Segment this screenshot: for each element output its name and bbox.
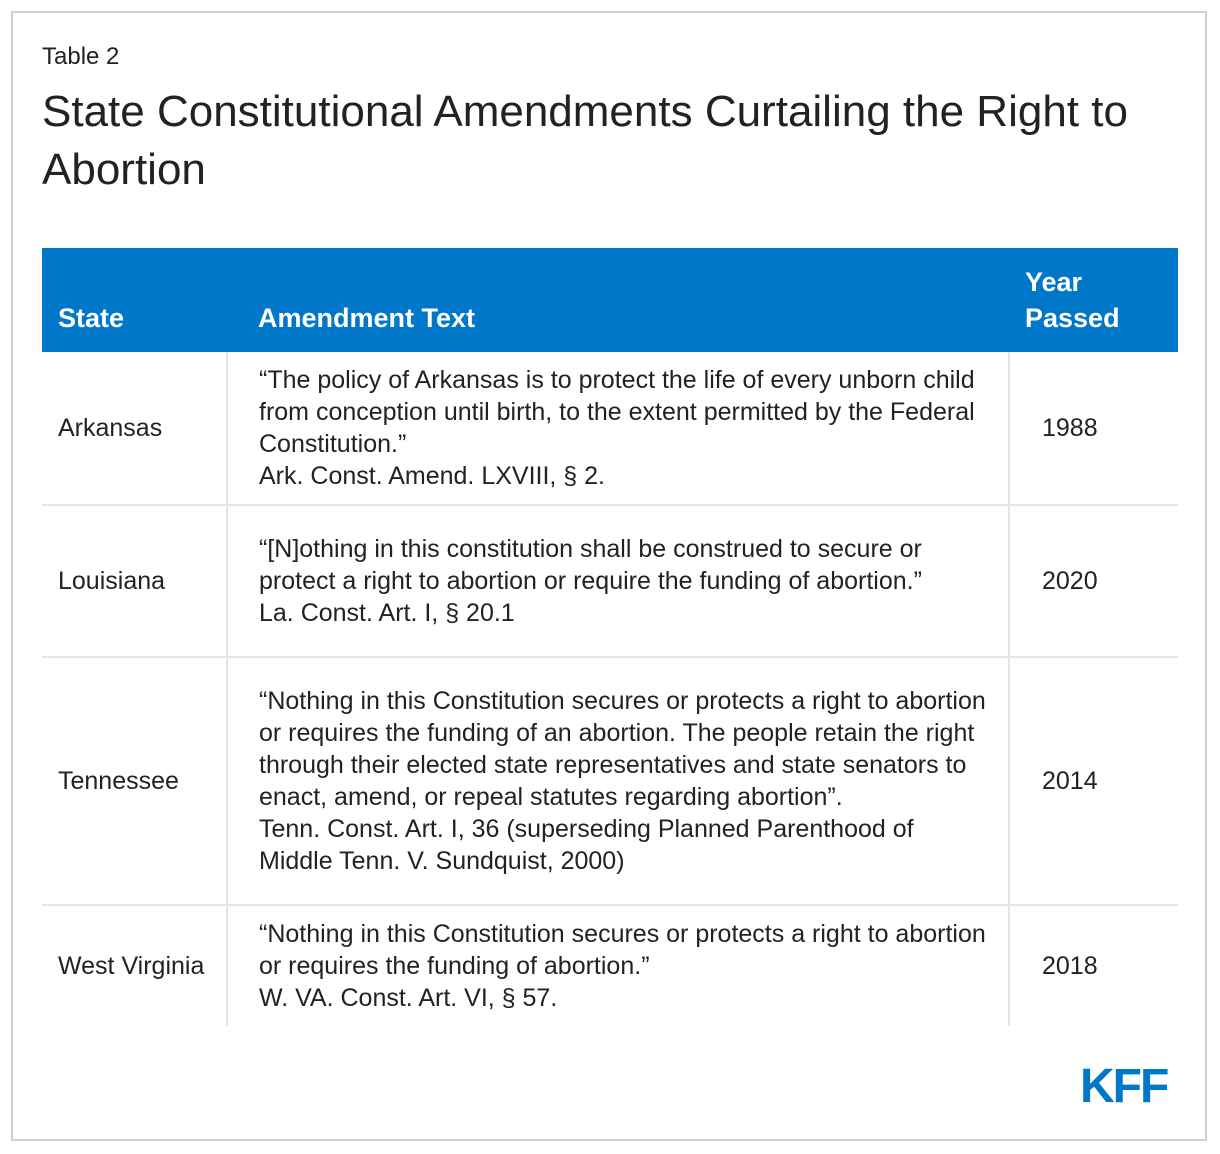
table-label: Table 2 [42,43,120,70]
amendment-quote: “[N]othing in this constitution shall be construed to secure or protect a right to abortion or require the funding of abortion.” [259,535,922,595]
column-header-year-passed [1009,248,1178,352]
amendment-text-cell [227,905,1009,1026]
amendment-citation: Tenn. Const. Art. I, 36 (superseding Planned Parenthood of Middle Tenn. V. Sundquist, 2000) [259,815,914,875]
table-header [42,248,1178,352]
column-header-year-line2: Passed [1025,303,1120,333]
column-header-state: State [42,248,227,352]
amendment-quote: “Nothing in this Constitution secures or protects a right to abortion or requires the funding of abortion.” [259,920,986,980]
amendment-text-cell [227,657,1009,905]
amendment-text-cell [227,352,1009,505]
column-header-year-line1: Year [1025,267,1083,297]
amendment-quote: “The policy of Arkansas is to protect the life of every unborn child from conception until birth, to the extent permitted by the Federal Constitution.” [259,366,975,458]
kff-logo: KFF [1080,1060,1168,1113]
table-row [42,352,1178,505]
state-cell: Tennessee [42,657,227,905]
amendment-citation: La. Const. Art. I, § 20.1 [259,599,515,627]
table-row [42,657,1178,905]
year-cell: 2018 [1009,905,1178,1026]
state-cell: West Virginia [42,905,227,1026]
state-cell: Louisiana [42,505,227,657]
column-header-amendment-text: Amendment Text [227,248,1009,352]
amendment-citation: W. VA. Const. Art. VI, § 57. [259,984,558,1012]
state-cell: Arkansas [58,414,163,442]
amendment-text-cell [227,505,1009,657]
year-cell: 2014 [1009,657,1178,905]
amendment-citation: Ark. Const. Amend. LXVIII, § 2. [259,462,605,490]
year-cell: 2020 [1009,505,1178,657]
table-row [42,505,1178,657]
table-row [42,905,1178,1026]
page-title: State Constitutional Amendments Curtailing the Right to Abortion [42,87,1128,194]
year-cell: 1988 [1042,414,1098,442]
amendment-quote: “Nothing in this Constitution secures or protects a right to abortion or requires the funding of an abortion. The people retain the right through their elected state representatives and state senators to enact, amend, or repeal statutes regarding abortion”. [259,687,986,811]
amendments-table [42,248,1178,1026]
